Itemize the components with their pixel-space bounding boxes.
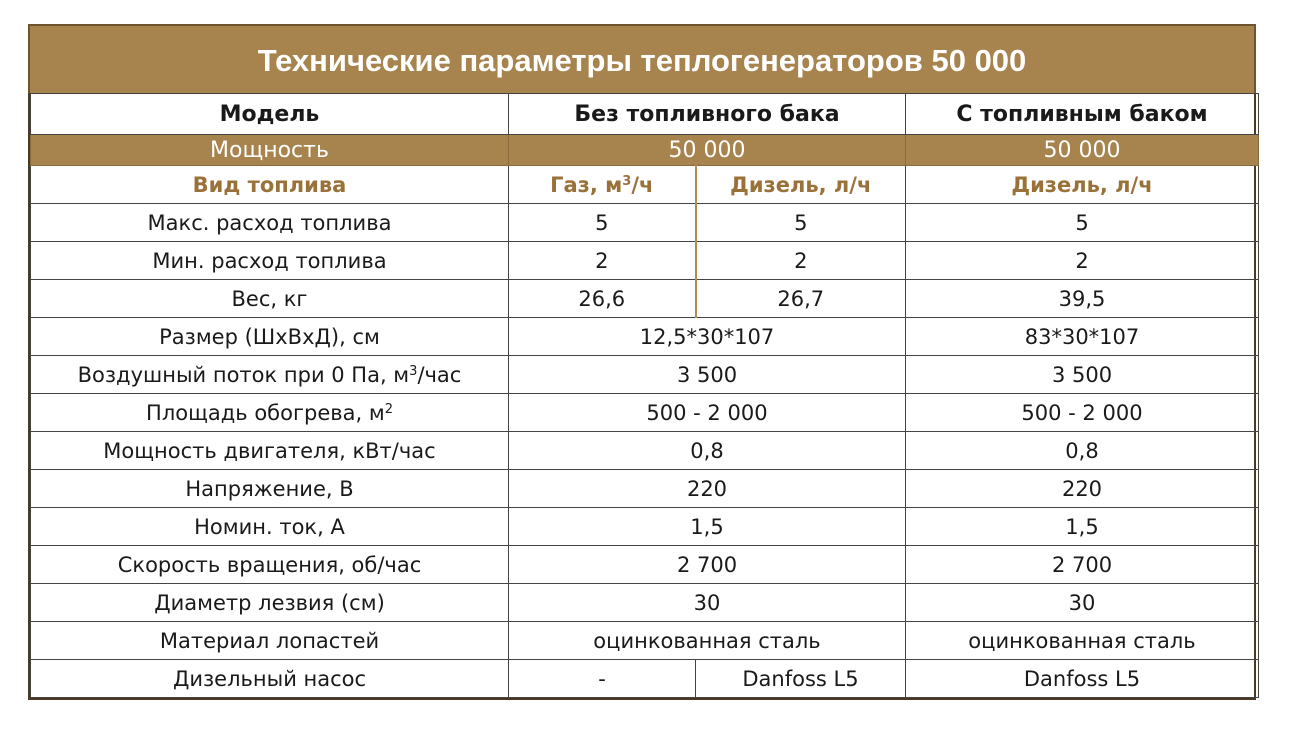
table-row-blade-material xyxy=(31,622,1259,660)
fuel-diesel-tank: Дизель, л/ч xyxy=(906,166,1259,204)
model-label: Модель xyxy=(31,94,509,135)
row-label: Напряжение, В xyxy=(31,470,509,508)
cell-common: оцинкованная сталь xyxy=(509,622,906,660)
cell-gas: 5 xyxy=(509,204,696,242)
cell-tank: 3 500 xyxy=(906,356,1259,394)
cell-common: 0,8 xyxy=(509,432,906,470)
cell-diesel: 26,7 xyxy=(696,280,906,318)
cell-gas: 2 xyxy=(509,242,696,280)
cell-tank: 30 xyxy=(906,584,1259,622)
table-row-diesel-pump xyxy=(31,660,1259,698)
power-label: Мощность xyxy=(31,135,509,166)
row-label: Материал лопастей xyxy=(31,622,509,660)
model-without-tank: Без топливного бака xyxy=(509,94,906,135)
airflow-label-unit: /час xyxy=(417,362,462,387)
cell-gas: - xyxy=(509,660,696,698)
row-label: Номин. ток, А xyxy=(31,508,509,546)
table-row-blade-diameter xyxy=(31,584,1259,622)
table-row-speed xyxy=(31,546,1259,584)
fuel-diesel: Дизель, л/ч xyxy=(696,166,906,204)
cell-tank: 5 xyxy=(906,204,1259,242)
table-title: Технические параметры теплогенераторов 50 000 xyxy=(28,24,1256,93)
fuel-type-label: Вид топлива xyxy=(31,166,509,204)
cell-tank: 500 - 2 000 xyxy=(906,394,1259,432)
row-label xyxy=(31,356,509,394)
cell-gas: 26,6 xyxy=(509,280,696,318)
cell-tank: 39,5 xyxy=(906,280,1259,318)
table-row-size xyxy=(31,318,1259,356)
cell-common: 30 xyxy=(509,584,906,622)
model-row xyxy=(31,94,1259,135)
fuel-gas-unit: /ч xyxy=(631,172,654,197)
cell-tank: 1,5 xyxy=(906,508,1259,546)
table-row-min-fuel xyxy=(31,242,1259,280)
cell-common: 2 700 xyxy=(509,546,906,584)
cell-diesel: 2 xyxy=(696,242,906,280)
fuel-gas xyxy=(509,166,696,204)
airflow-label-text: Воздушный поток при 0 Па, м xyxy=(77,362,410,387)
table-row-airflow xyxy=(31,356,1259,394)
row-label: Скорость вращения, об/час xyxy=(31,546,509,584)
area-label-sup: 2 xyxy=(384,401,393,417)
cell-tank: 2 xyxy=(906,242,1259,280)
fuel-gas-sup: 3 xyxy=(622,173,632,189)
table-row-current xyxy=(31,508,1259,546)
area-label-text: Площадь обогрева, м xyxy=(146,400,385,425)
airflow-label-sup: 3 xyxy=(409,363,418,379)
cell-tank: 0,8 xyxy=(906,432,1259,470)
cell-common: 220 xyxy=(509,470,906,508)
cell-diesel: 5 xyxy=(696,204,906,242)
row-label: Мощность двигателя, кВт/час xyxy=(31,432,509,470)
row-label: Дизельный насос xyxy=(31,660,509,698)
spec-sheet xyxy=(28,24,1256,700)
row-label: Макс. расход топлива xyxy=(31,204,509,242)
row-label: Размер (ШхВхД), см xyxy=(31,318,509,356)
cell-tank: 83*30*107 xyxy=(906,318,1259,356)
model-with-tank: С топливным баком xyxy=(906,94,1259,135)
cell-common: 12,5*30*107 xyxy=(509,318,906,356)
fuel-type-row xyxy=(31,166,1259,204)
cell-diesel: Danfoss L5 xyxy=(696,660,906,698)
cell-tank: 2 700 xyxy=(906,546,1259,584)
table-row-voltage xyxy=(31,470,1259,508)
spec-table xyxy=(30,93,1259,698)
row-label: Диаметр лезвия (см) xyxy=(31,584,509,622)
power-without-tank: 50 000 xyxy=(509,135,906,166)
fuel-gas-text: Газ, м xyxy=(550,172,623,197)
table-frame xyxy=(28,93,1256,700)
power-with-tank: 50 000 xyxy=(906,135,1259,166)
power-row xyxy=(31,135,1259,166)
row-label: Мин. расход топлива xyxy=(31,242,509,280)
cell-common: 500 - 2 000 xyxy=(509,394,906,432)
table-row-weight xyxy=(31,280,1259,318)
cell-tank: оцинкованная сталь xyxy=(906,622,1259,660)
table-row-motor-power xyxy=(31,432,1259,470)
cell-tank: Danfoss L5 xyxy=(906,660,1259,698)
table-row-area xyxy=(31,394,1259,432)
cell-common: 3 500 xyxy=(509,356,906,394)
table-row-max-fuel xyxy=(31,204,1259,242)
cell-tank: 220 xyxy=(906,470,1259,508)
row-label xyxy=(31,394,509,432)
row-label: Вес, кг xyxy=(31,280,509,318)
cell-common: 1,5 xyxy=(509,508,906,546)
